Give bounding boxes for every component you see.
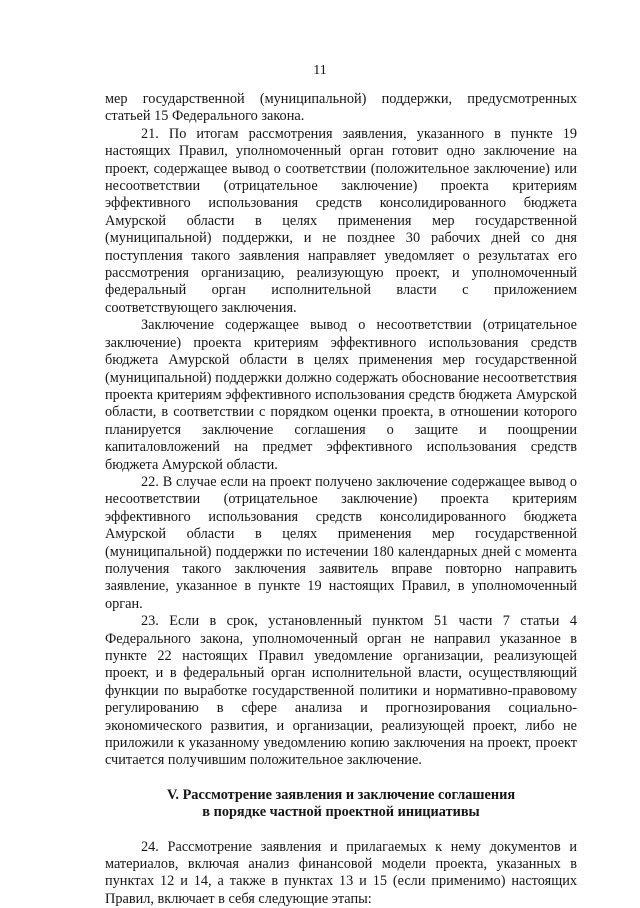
paragraph-21: 21. По итогам рассмотрения заявления, указанного в пункте 19 настоящих Правил, уполномоченный орган готовит одно заключение на проект, содержащее вывод о соответствии (положительное заключение) или несоответствии (отрицательное заключение) проекта критериям эффективного использования средств консолидированного бюджета Амурской области в целях применения мер государственной (муниципальной) поддержки, и не позднее 30 рабочих дней со дня поступления такого заявления направляет уведомляет о результатах его рассмотрения организацию, реализующую проект, и уполномоченный федеральный орган исполнительной власти с приложением соответствующего заключения. (105, 125, 577, 316)
page-number: 11 (313, 63, 327, 78)
paragraph-24: 24. Рассмотрение заявления и прилагаемых к нему документов и материалов, включая анализ финансовой модели проекта, указанных в пунктах 12 и 14, а также в пунктах 13 и 15 (если применимо) настоящих Правил, включает в себя следующие этапы: (105, 838, 577, 907)
section-heading (105, 787, 577, 822)
section-heading-line-2: в порядке частной проектной инициативы (202, 804, 480, 821)
paragraph-continuation: мер государственной (муниципальной) поддержки, предусмотренных статьей 15 Федерального закона. (105, 91, 577, 125)
paragraph-conclusion: Заключение содержащее вывод о несоответствии (отрицательное заключение) проекта критериям эффективного использования средств бюджета Амурской области в целях применения мер государственной (муниципальной) поддержки должно содержать обоснование несоответствия проекта критериям эффективного использования средств бюджета Амурской области, в соответствии с порядком оценки проекта, в отношении которого планируется заключение соглашения о защите и поощрении капиталовложений на предмет эффективного использования средств бюджета Амурской области. (105, 317, 577, 473)
paragraph-23: 23. Если в срок, установленный пунктом 51 части 7 статьи 4 Федерального закона, уполномоченный орган не направил указанное в пункте 22 настоящих Правил уведомление организации, реализующей проект, и в федеральный орган исполнительной власти, осуществляющий функции по выработке государственной политики и нормативно-правовому регулированию в сфере анализа и прогнозирования социально-экономического развития, и организации, реализующей проект, либо не приложили к указанному уведомлению копию заключения на проект, проект считается получившим положительное заключение. (105, 613, 577, 769)
paragraph-22: 22. В случае если на проект получено заключение содержащее вывод о несоответствии (отрицательное заключение) проекта критериям эффективного использования средств консолидированного бюджета Амурской области в целях применения мер государственной (муниципальной) поддержки по истечении 180 календарных дней с момента получения такого заключения заявитель вправе повторно направить заявление, указанное в пункте 19 настоящих Правил, в уполномоченный орган. (105, 473, 577, 612)
section-heading-line-1: V. Рассмотрение заявления и заключение соглашения (166, 786, 516, 803)
document-body (105, 91, 577, 908)
